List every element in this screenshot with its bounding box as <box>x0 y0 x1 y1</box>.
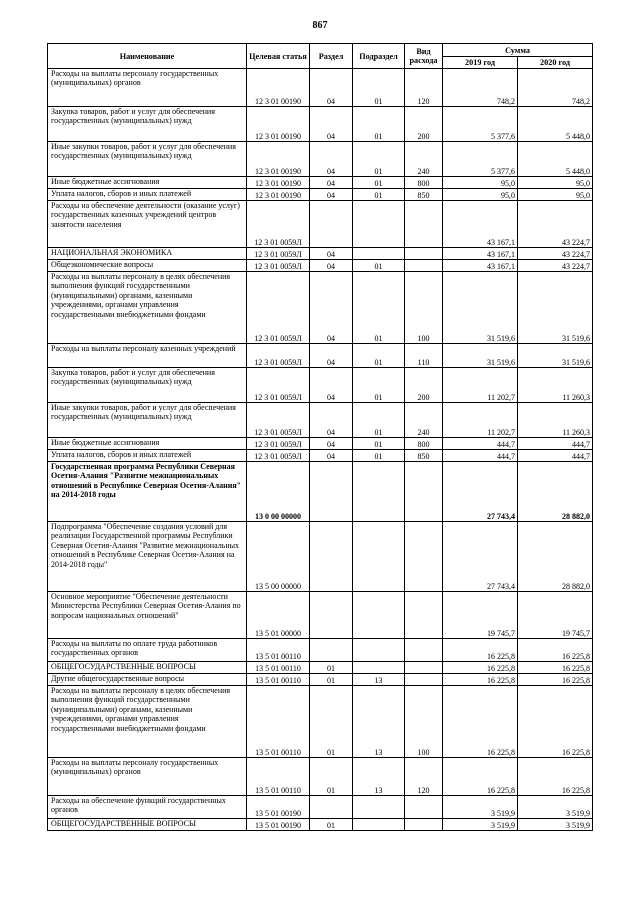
row-target: 13 5 01 00110 <box>247 758 310 796</box>
row-subsection <box>353 819 405 831</box>
table-row <box>48 201 593 248</box>
row-section: 04 <box>310 107 353 142</box>
row-sum-2019: 3 519,9 <box>443 796 518 819</box>
row-name: Закупка товаров, работ и услуг для обеспечения государственных (муниципальных) нужд <box>48 107 247 142</box>
row-section: 01 <box>310 819 353 831</box>
row-section: 04 <box>310 450 353 462</box>
row-sum-2019: 43 167,1 <box>443 248 518 260</box>
table-row <box>48 107 593 142</box>
row-sum-2019: 748,2 <box>443 69 518 107</box>
row-subsection: 01 <box>353 272 405 344</box>
row-section: 04 <box>310 189 353 201</box>
row-sum-2019: 444,7 <box>443 438 518 450</box>
row-type: 850 <box>405 450 443 462</box>
row-name: Уплата налогов, сборов и иных платежей <box>48 450 247 462</box>
row-sum-2019: 11 202,7 <box>443 403 518 438</box>
header-name: Наименование <box>48 44 247 69</box>
row-type: 850 <box>405 189 443 201</box>
row-subsection: 01 <box>353 107 405 142</box>
row-sum-2019: 11 202,7 <box>443 368 518 403</box>
table-row <box>48 662 593 674</box>
row-type: 200 <box>405 368 443 403</box>
row-target: 12 3 01 0059Л <box>247 403 310 438</box>
row-subsection: 13 <box>353 674 405 686</box>
row-subsection: 01 <box>353 177 405 189</box>
row-subsection: 01 <box>353 142 405 177</box>
row-sum-2020: 444,7 <box>518 438 593 450</box>
row-type <box>405 662 443 674</box>
row-target: 12 3 01 0059Л <box>247 368 310 403</box>
row-section <box>310 522 353 592</box>
row-name: Расходы на выплаты персоналу в целях обеспечения выполнения функций государственными (муниципальными) органами, казенными учреждениями, органами управления государственными внебюджетными фондами <box>48 272 247 344</box>
table-row <box>48 796 593 819</box>
row-sum-2019: 95,0 <box>443 189 518 201</box>
row-type: 120 <box>405 758 443 796</box>
row-sum-2020: 43 224,7 <box>518 201 593 248</box>
row-subsection <box>353 796 405 819</box>
table-row <box>48 248 593 260</box>
row-subsection: 13 <box>353 686 405 758</box>
row-sum-2020: 28 882,0 <box>518 522 593 592</box>
table-row <box>48 403 593 438</box>
header-section: Раздел <box>310 44 353 69</box>
table-row <box>48 368 593 403</box>
row-name: Иные бюджетные ассигнования <box>48 438 247 450</box>
row-target: 12 3 01 0059Л <box>247 272 310 344</box>
table-row <box>48 260 593 272</box>
row-section: 01 <box>310 662 353 674</box>
row-type <box>405 796 443 819</box>
row-sum-2019: 27 743,4 <box>443 462 518 522</box>
row-sum-2020: 16 225,8 <box>518 758 593 796</box>
row-section: 04 <box>310 248 353 260</box>
table-row <box>48 674 593 686</box>
row-name: Расходы на обеспечение деятельности (оказание услуг) государственных казенных учреждений центров занятости населения <box>48 201 247 248</box>
table-row <box>48 758 593 796</box>
table-row <box>48 819 593 831</box>
row-subsection <box>353 522 405 592</box>
header-target: Целевая статья <box>247 44 310 69</box>
row-sum-2020: 16 225,8 <box>518 639 593 662</box>
row-sum-2019: 5 377,6 <box>443 107 518 142</box>
row-type: 100 <box>405 272 443 344</box>
row-subsection <box>353 592 405 639</box>
row-sum-2020: 5 448,0 <box>518 107 593 142</box>
row-subsection <box>353 201 405 248</box>
row-name: НАЦИОНАЛЬНАЯ ЭКОНОМИКА <box>48 248 247 260</box>
row-sum-2020: 3 519,9 <box>518 819 593 831</box>
row-section <box>310 592 353 639</box>
row-sum-2020: 95,0 <box>518 177 593 189</box>
row-type: 110 <box>405 344 443 368</box>
row-name: Иные закупки товаров, работ и услуг для обеспечения государственных (муниципальных) нужд <box>48 403 247 438</box>
row-type <box>405 592 443 639</box>
row-subsection <box>353 662 405 674</box>
row-type <box>405 522 443 592</box>
table-row <box>48 69 593 107</box>
row-sum-2020: 43 224,7 <box>518 260 593 272</box>
row-subsection: 01 <box>353 368 405 403</box>
header-2019: 2019 год <box>443 57 518 69</box>
row-target: 12 3 01 00190 <box>247 189 310 201</box>
row-subsection: 13 <box>353 758 405 796</box>
row-section <box>310 201 353 248</box>
budget-table <box>47 43 593 831</box>
row-sum-2020: 16 225,8 <box>518 674 593 686</box>
row-section: 04 <box>310 344 353 368</box>
row-section: 01 <box>310 758 353 796</box>
row-name: Расходы на обеспечение функций государственных органов <box>48 796 247 819</box>
row-type <box>405 462 443 522</box>
row-sum-2020: 444,7 <box>518 450 593 462</box>
row-section: 01 <box>310 686 353 758</box>
table-row <box>48 344 593 368</box>
row-sum-2020: 16 225,8 <box>518 662 593 674</box>
row-subsection <box>353 248 405 260</box>
row-section: 04 <box>310 438 353 450</box>
row-subsection: 01 <box>353 403 405 438</box>
table-row <box>48 142 593 177</box>
row-subsection: 01 <box>353 450 405 462</box>
row-section <box>310 639 353 662</box>
row-name: Расходы на выплаты персоналу в целях обеспечения выполнения функций государственными (муниципальными) органами, казенными учреждениями, органами управления государственными внебюджетными фондами <box>48 686 247 758</box>
row-sum-2020: 5 448,0 <box>518 142 593 177</box>
row-section: 01 <box>310 674 353 686</box>
row-section: 04 <box>310 142 353 177</box>
row-sum-2019: 16 225,8 <box>443 662 518 674</box>
row-section <box>310 462 353 522</box>
row-name: Государственная программа Республики Северная Осетия-Алания "Развитие межнациональных отношений в Республике Северная Осетия-Алания" на 2014-2018 годы <box>48 462 247 522</box>
row-name: Расходы на выплаты персоналу казенных учреждений <box>48 344 247 368</box>
row-subsection <box>353 462 405 522</box>
row-target: 12 3 01 00190 <box>247 142 310 177</box>
row-type <box>405 819 443 831</box>
row-sum-2020: 31 519,6 <box>518 272 593 344</box>
row-type: 240 <box>405 142 443 177</box>
row-sum-2020: 748,2 <box>518 69 593 107</box>
row-sum-2019: 16 225,8 <box>443 674 518 686</box>
row-type: 240 <box>405 403 443 438</box>
row-name: Основное мероприятие "Обеспечение деятельности Министерства Республики Северная Осетия-Алания по вопросам национальных отношений" <box>48 592 247 639</box>
row-type <box>405 674 443 686</box>
header-type: Вид расхода <box>405 44 443 69</box>
table-row <box>48 438 593 450</box>
row-type: 120 <box>405 69 443 107</box>
row-sum-2020: 28 882,0 <box>518 462 593 522</box>
row-sum-2020: 11 260,3 <box>518 368 593 403</box>
row-sum-2019: 16 225,8 <box>443 639 518 662</box>
row-target: 13 5 00 00000 <box>247 522 310 592</box>
table-row <box>48 592 593 639</box>
row-section: 04 <box>310 403 353 438</box>
table-row <box>48 272 593 344</box>
row-name: Расходы на выплаты по оплате труда работников государственных органов <box>48 639 247 662</box>
header-sum: Сумма <box>443 44 593 57</box>
row-type: 200 <box>405 107 443 142</box>
row-name: Уплата налогов, сборов и иных платежей <box>48 189 247 201</box>
row-sum-2020: 11 260,3 <box>518 403 593 438</box>
row-section: 04 <box>310 260 353 272</box>
table-row <box>48 462 593 522</box>
header-subsection: Подраздел <box>353 44 405 69</box>
row-target: 13 5 01 00190 <box>247 796 310 819</box>
row-subsection: 01 <box>353 344 405 368</box>
row-sum-2020: 95,0 <box>518 189 593 201</box>
row-section: 04 <box>310 69 353 107</box>
row-name: Закупка товаров, работ и услуг для обеспечения государственных (муниципальных) нужд <box>48 368 247 403</box>
row-target: 12 3 01 0059Л <box>247 438 310 450</box>
row-name: Иные закупки товаров, работ и услуг для обеспечения государственных (муниципальных) нужд <box>48 142 247 177</box>
header-2020: 2020 год <box>518 57 593 69</box>
row-sum-2019: 16 225,8 <box>443 758 518 796</box>
row-subsection: 01 <box>353 69 405 107</box>
row-type <box>405 201 443 248</box>
row-target: 12 3 01 0059Л <box>247 344 310 368</box>
row-sum-2019: 31 519,6 <box>443 344 518 368</box>
row-type <box>405 639 443 662</box>
row-name: Общеэкономические вопросы <box>48 260 247 272</box>
row-sum-2019: 19 745,7 <box>443 592 518 639</box>
table-row <box>48 522 593 592</box>
row-target: 13 5 01 00110 <box>247 639 310 662</box>
row-subsection: 01 <box>353 189 405 201</box>
row-target: 12 3 01 00190 <box>247 69 310 107</box>
row-subsection: 01 <box>353 438 405 450</box>
row-sum-2020: 31 519,6 <box>518 344 593 368</box>
row-name: Другие общегосударственные вопросы <box>48 674 247 686</box>
row-target: 13 5 01 00110 <box>247 686 310 758</box>
row-target: 12 3 01 0059Л <box>247 248 310 260</box>
row-type: 800 <box>405 177 443 189</box>
row-target: 12 3 01 00190 <box>247 107 310 142</box>
row-target: 12 3 01 00190 <box>247 177 310 189</box>
row-sum-2019: 444,7 <box>443 450 518 462</box>
table-row <box>48 189 593 201</box>
table-row <box>48 450 593 462</box>
row-name: Подпрограмма "Обеспечение создания условий для реализации Государственной программы Республики Северная Осетия-Алания "Развитие межнациональных отношений в Республике Северная Осетия-Алания на 2014-2018 годы" <box>48 522 247 592</box>
row-section <box>310 796 353 819</box>
row-subsection <box>353 639 405 662</box>
table-body <box>48 69 593 831</box>
row-sum-2019: 3 519,9 <box>443 819 518 831</box>
row-name: ОБЩЕГОСУДАРСТВЕННЫЕ ВОПРОСЫ <box>48 819 247 831</box>
row-sum-2019: 31 519,6 <box>443 272 518 344</box>
row-target: 12 3 01 0059Л <box>247 201 310 248</box>
row-sum-2019: 43 167,1 <box>443 201 518 248</box>
row-subsection: 01 <box>353 260 405 272</box>
row-type <box>405 248 443 260</box>
row-type: 800 <box>405 438 443 450</box>
row-sum-2020: 43 224,7 <box>518 248 593 260</box>
table-row <box>48 639 593 662</box>
row-name: ОБЩЕГОСУДАРСТВЕННЫЕ ВОПРОСЫ <box>48 662 247 674</box>
row-sum-2019: 95,0 <box>443 177 518 189</box>
row-target: 13 5 01 00110 <box>247 662 310 674</box>
row-target: 12 3 01 0059Л <box>247 450 310 462</box>
row-name: Расходы на выплаты персоналу государственных (муниципальных) органов <box>48 69 247 107</box>
row-sum-2020: 3 519,9 <box>518 796 593 819</box>
row-name: Иные бюджетные ассигнования <box>48 177 247 189</box>
row-type: 100 <box>405 686 443 758</box>
row-sum-2020: 16 225,8 <box>518 686 593 758</box>
row-section: 04 <box>310 177 353 189</box>
row-target: 13 5 01 00000 <box>247 592 310 639</box>
row-sum-2020: 19 745,7 <box>518 592 593 639</box>
row-target: 12 3 01 0059Л <box>247 260 310 272</box>
row-sum-2019: 5 377,6 <box>443 142 518 177</box>
row-sum-2019: 16 225,8 <box>443 686 518 758</box>
table-row <box>48 177 593 189</box>
page-number: 867 <box>312 20 328 31</box>
row-target: 13 0 00 00000 <box>247 462 310 522</box>
row-section: 04 <box>310 368 353 403</box>
table-row <box>48 686 593 758</box>
row-sum-2019: 27 743,4 <box>443 522 518 592</box>
row-section: 04 <box>310 272 353 344</box>
row-sum-2019: 43 167,1 <box>443 260 518 272</box>
row-type <box>405 260 443 272</box>
row-target: 13 5 01 00110 <box>247 674 310 686</box>
row-target: 13 5 01 00190 <box>247 819 310 831</box>
row-name: Расходы на выплаты персоналу государственных (муниципальных) органов <box>48 758 247 796</box>
